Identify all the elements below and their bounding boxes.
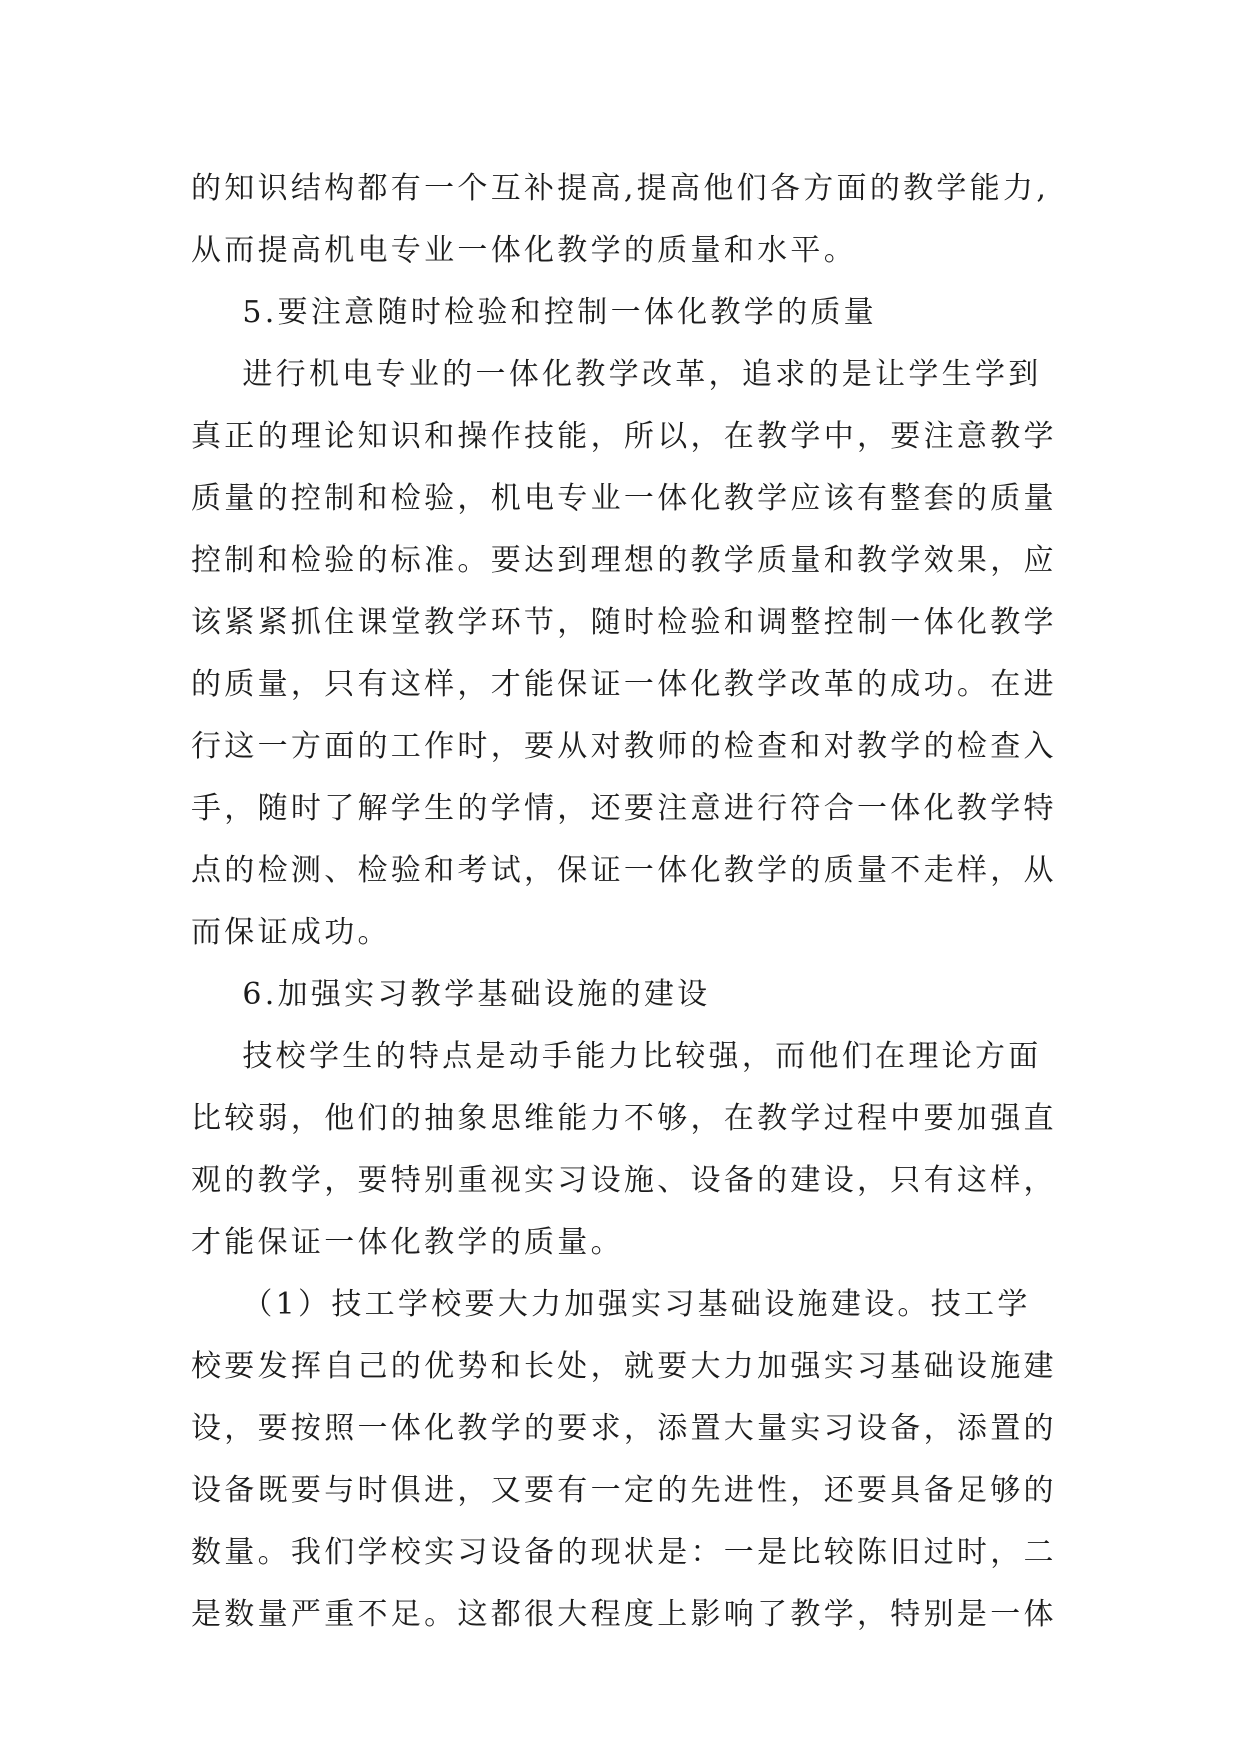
text-line: 观的教学，要特别重视实习设施、设备的建设，只有这样， — [191, 1163, 1057, 1198]
text-line: 从而提高机电专业一体化教学的质量和水平。 — [191, 233, 857, 268]
text-line: 真正的理论知识和操作技能，所以，在教学中，要注意教学 — [191, 419, 1057, 454]
text-line: 的质量，只有这样，才能保证一体化教学改革的成功。在进 — [191, 667, 1057, 702]
text-line: 设，要按照一体化教学的要求，添置大量实习设备，添置的 — [191, 1411, 1057, 1446]
text-line: 该紧紧抓住课堂教学环节，随时检验和调整控制一体化教学 — [191, 605, 1057, 640]
text-line: 才能保证一体化教学的质量。 — [191, 1225, 624, 1260]
text-line: 手，随时了解学生的学情，还要注意进行符合一体化教学特 — [191, 791, 1057, 826]
text-line: （1）技工学校要大力加强实习基础设施建设。技工学 — [191, 1287, 1031, 1322]
section-heading: 6.加强实习教学基础设施的建设 — [191, 977, 711, 1012]
text-line: 进行机电专业的一体化教学改革，追求的是让学生学到 — [191, 357, 1042, 392]
text-line: 行这一方面的工作时，要从对教师的检查和对教学的检查入 — [191, 729, 1057, 764]
body-text — [191, 158, 1091, 1646]
text-line: 的知识结构都有一个互补提高,提高他们各方面的教学能力, — [191, 171, 1050, 206]
text-line: 质量的控制和检验，机电专业一体化教学应该有整套的质量 — [191, 481, 1057, 516]
text-line: 校要发挥自己的优势和长处，就要大力加强实习基础设施建 — [191, 1349, 1057, 1384]
text-line: 设备既要与时俱进，又要有一定的先进性，还要具备足够的 — [191, 1473, 1057, 1508]
text-line: 控制和检验的标准。要达到理想的教学质量和教学效果，应 — [191, 543, 1057, 578]
text-line: 是数量严重不足。这都很大程度上影响了教学，特别是一体 — [191, 1597, 1057, 1632]
text-line: 而保证成功。 — [191, 915, 391, 950]
text-line: 点的检测、检验和考试，保证一体化教学的质量不走样，从 — [191, 853, 1057, 888]
text-line: 数量。我们学校实习设备的现状是：一是比较陈旧过时，二 — [191, 1535, 1057, 1570]
text-line: 比较弱，他们的抽象思维能力不够，在教学过程中要加强直 — [191, 1101, 1057, 1136]
text-line: 技校学生的特点是动手能力比较强，而他们在理论方面 — [191, 1039, 1042, 1074]
section-heading: 5.要注意随时检验和控制一体化教学的质量 — [191, 295, 877, 330]
